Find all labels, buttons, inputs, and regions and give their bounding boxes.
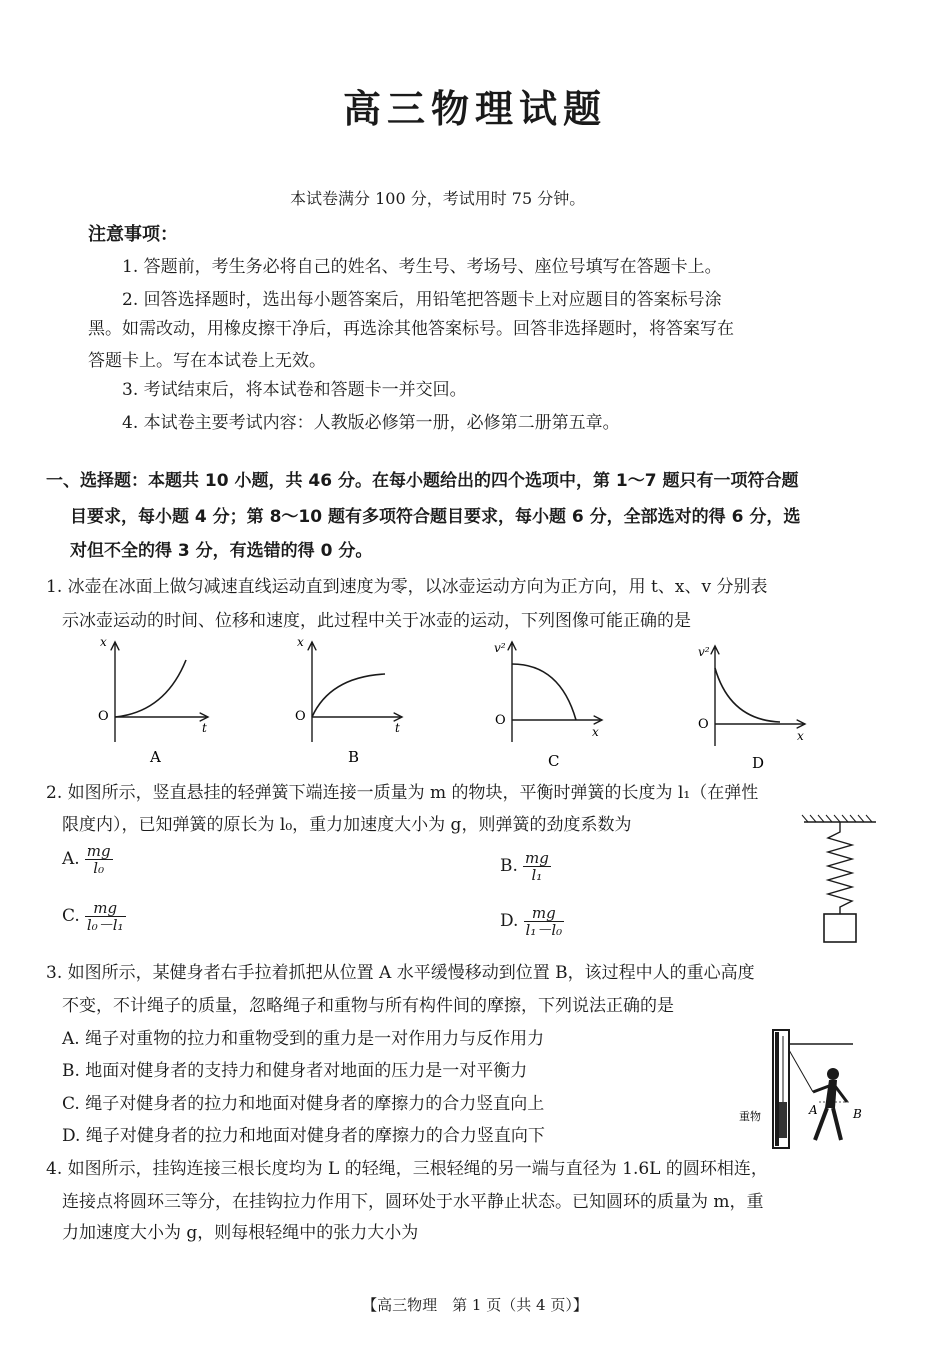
q1-graphs xyxy=(90,632,880,772)
question-text: 不变，不计绳子的质量，忽略绳子和重物与所有构件间的摩擦，下列说法正确的是 xyxy=(62,996,674,1016)
x-axis-label: t xyxy=(395,721,400,735)
x-axis-label: x xyxy=(592,725,599,739)
notice-line: 答题卡上。写在本试卷上无效。 xyxy=(88,351,326,371)
x-axis-label: x xyxy=(797,729,804,743)
q2-option-d[interactable] xyxy=(500,905,564,938)
question-text: 2. 如图所示，竖直悬挂的轻弹簧下端连接一质量为 m 的物块，平衡时弹簧的长度为 l₁（在弹性 xyxy=(46,783,759,803)
denominator: l₁ xyxy=(531,866,543,884)
cable xyxy=(789,1050,813,1092)
graph-option-label: D xyxy=(752,754,765,772)
question-text: 连接点将圆环三等分，在挂钩拉力作用下，圆环处于水平静止状态。已知圆环的质量为 m，重 xyxy=(62,1192,764,1212)
y-axis-label: v² xyxy=(698,645,710,659)
point-a-label: A xyxy=(809,1103,818,1117)
denominator: l₁－l₀ xyxy=(525,921,563,939)
fraction xyxy=(524,905,565,938)
x-axis-label: t xyxy=(202,721,207,735)
spring xyxy=(828,822,852,914)
question-text: 1. 冰壶在冰面上做匀减速直线运动直到速度为零，以冰壶运动方向为正方向，用 t、x、v 分别表 xyxy=(46,577,768,597)
graph-d xyxy=(698,645,805,772)
numerator: mg xyxy=(86,842,111,860)
graph-option-label: C xyxy=(548,752,560,770)
notice-line: 4. 本试卷主要考试内容：人教版必修第一册，必修第二册第五章。 xyxy=(122,413,620,433)
denominator: l₀ xyxy=(93,859,105,877)
graph-a xyxy=(98,635,208,766)
person-head xyxy=(827,1068,839,1080)
graph-b xyxy=(295,635,402,766)
y-axis-label: v² xyxy=(494,641,506,655)
y-axis-label: x xyxy=(100,635,107,649)
origin-label: O xyxy=(295,709,306,724)
question-text: 示冰壶运动的时间、位移和速度，此过程中关于冰壶的运动，下列图像可能正确的是 xyxy=(62,611,691,631)
y-axis-label: x xyxy=(297,635,304,649)
notice-line: 2. 回答选择题时，选出每小题答案后，用铅笔把答题卡上对应题目的答案标号涂 xyxy=(122,290,722,310)
curve-a xyxy=(115,660,186,717)
q3-option-b[interactable]: B. 地面对健身者的支持力和健身者对地面的压力是一对平衡力 xyxy=(62,1061,528,1081)
point-b-label: B xyxy=(853,1107,862,1121)
notice-heading: 注意事项： xyxy=(88,224,178,245)
fitness-figure xyxy=(735,1022,865,1152)
fraction xyxy=(85,843,113,876)
origin-label: O xyxy=(98,709,109,724)
option-label: D. xyxy=(500,911,519,931)
weight-stack xyxy=(779,1102,787,1138)
q2-option-b[interactable] xyxy=(500,850,551,883)
q2-option-a[interactable] xyxy=(62,843,113,876)
question-text: 限度内），已知弹簧的原长为 l₀，重力加速度大小为 g，则弹簧的劲度系数为 xyxy=(62,815,632,835)
curve-c xyxy=(512,664,576,720)
origin-label: O xyxy=(495,713,506,728)
notice-line: 黑。如需改动，用橡皮擦干净后，再选涂其他答案标号。回答非选择题时，将答案写在 xyxy=(88,319,734,339)
fraction xyxy=(523,850,551,883)
block xyxy=(824,914,856,942)
denominator: l₀－l₁ xyxy=(86,916,124,934)
question-text: 4. 如图所示，挂钩连接三根长度均为 L 的轻绳，三根轻绳的另一端与直径为 1.6L 的圆环相连， xyxy=(46,1159,768,1179)
graph-c xyxy=(494,641,602,770)
fraction xyxy=(85,900,126,933)
exam-info: 本试卷满分 100 分，考试用时 75 分钟。 xyxy=(290,189,586,208)
page-title: 高三物理试题 xyxy=(342,87,607,131)
q3-option-c[interactable]: C. 绳子对健身者的拉力和地面对健身者的摩擦力的合力竖直向上 xyxy=(62,1094,545,1114)
section-heading: 目要求，每小题 4 分；第 8～10 题有多项符合题目要求，每小题 6 分，全部选对的得 6 分，选 xyxy=(70,507,801,527)
option-label: C. xyxy=(62,906,80,926)
q3-option-a[interactable]: A. 绳子对重物的拉力和重物受到的重力是一对作用力与反作用力 xyxy=(62,1029,545,1049)
curve-d xyxy=(715,668,780,722)
section-heading: 一、选择题：本题共 10 小题，共 46 分。在每小题给出的四个选项中，第 1～7 题只有一项符合题 xyxy=(46,471,799,491)
option-label: A. xyxy=(62,849,80,869)
graph-option-label: A xyxy=(150,748,161,766)
origin-label: O xyxy=(698,717,709,732)
notice-line: 3. 考试结束后，将本试卷和答题卡一并交回。 xyxy=(122,380,467,400)
page-footer: 【高三物理 第 1 页（共 4 页）】 xyxy=(362,1296,588,1314)
question-text: 3. 如图所示，某健身者右手拉着抓把从位置 A 水平缓慢移动到位置 B，该过程中人的重心高度 xyxy=(46,963,755,983)
q3-option-d[interactable]: D. 绳子对健身者的拉力和地面对健身者的摩擦力的合力竖直向下 xyxy=(62,1126,545,1146)
numerator: mg xyxy=(85,900,126,917)
q2-option-c[interactable] xyxy=(62,900,126,933)
notice-line: 1. 答题前，考生务必将自己的姓名、考生号、考场号、座位号填写在答题卡上。 xyxy=(122,257,722,277)
option-label: B. xyxy=(500,856,518,876)
numerator: mg xyxy=(525,849,549,867)
spring-figure xyxy=(800,812,880,952)
weight-label: 重物 xyxy=(739,1110,761,1123)
section-heading: 对但不全的得 3 分，有选错的得 0 分。 xyxy=(70,541,373,561)
numerator: mg xyxy=(524,905,565,922)
graph-option-label: B xyxy=(348,748,360,766)
curve-b xyxy=(312,674,385,717)
question-text: 力加速度大小为 g，则每根轻绳中的张力大小为 xyxy=(62,1223,419,1243)
